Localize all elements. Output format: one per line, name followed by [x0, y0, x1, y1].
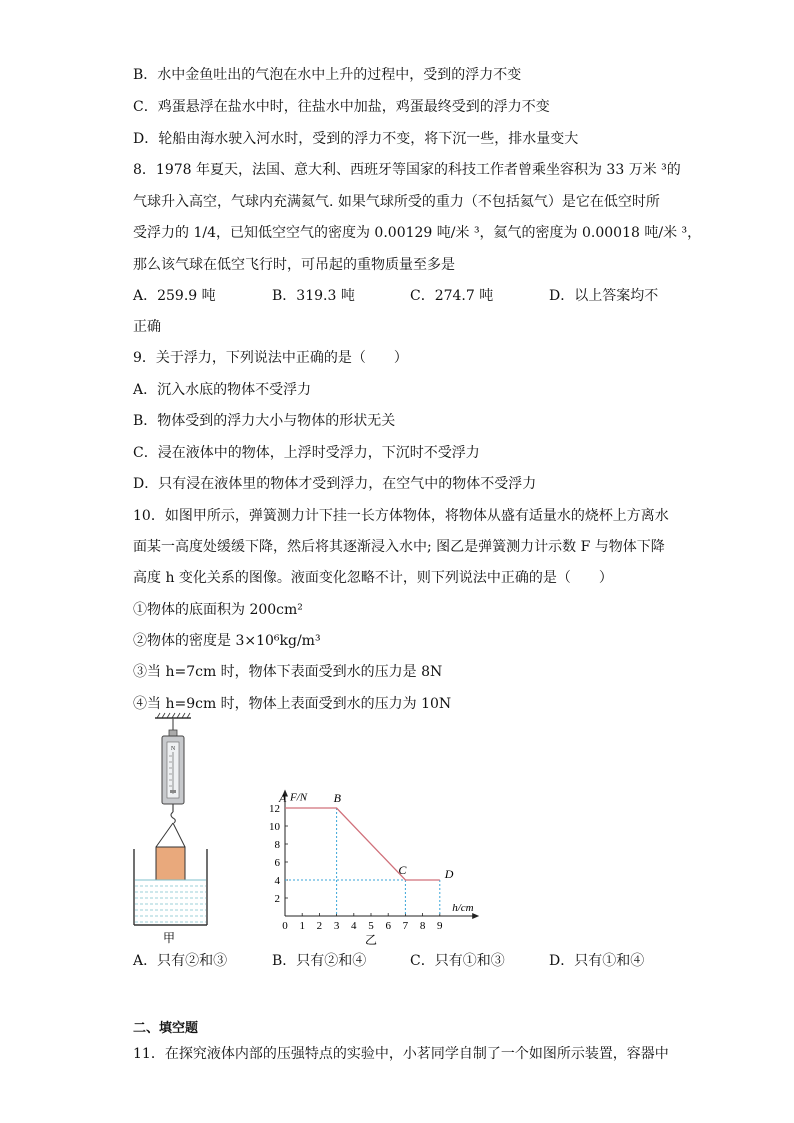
y-tick-label: 6: [274, 857, 280, 869]
figure-yi-label: 乙: [364, 933, 378, 945]
x-tick-label: 8: [419, 920, 426, 932]
y-axis-label: F/N: [290, 791, 308, 804]
section-heading-fill-in: 二、填空题: [133, 1021, 199, 1036]
q8-option-d: D．以上答案均不: [549, 288, 659, 304]
x-tick-label: 0: [282, 920, 288, 932]
cuboid-block: [156, 847, 185, 880]
x-axis-label: h/cm: [452, 902, 474, 914]
q10-stem-line1: 10．如图甲所示，弹簧测力计下挂一长方体物体，将物体从盛有适量水的烧杯上方离水: [133, 508, 669, 524]
point-label-C: C: [398, 863, 407, 877]
figure-jia-label: 甲: [162, 931, 176, 945]
svg-text:N: N: [170, 746, 176, 752]
q9-option-b: B．物体受到的浮力大小与物体的形状无关: [133, 413, 396, 429]
x-tick-label: 9: [437, 920, 443, 932]
q11-stem-line1: 11．在探究液体内部的压强特点的实验中，小茗同学自制了一个如图所示装置，容器中: [133, 1046, 669, 1062]
q10-option-a: A．只有②和③: [133, 953, 228, 969]
ceiling-support: [155, 713, 191, 736]
q9-option-d: D．只有浸在液体里的物体才受到浮力，在空气中的物体不受浮力: [133, 476, 537, 492]
point-label-A: A: [279, 791, 287, 805]
q8-options: [133, 286, 693, 306]
q8-stem-line1: 8．1978 年夏天，法国、意大利、西班牙等国家的科技工作者曾乘坐容积为 33 万米 ³的: [133, 162, 681, 178]
q10-options: [133, 951, 693, 971]
y-tick-label: 4: [274, 875, 280, 887]
q7-option-d: D．轮船由海水驶入河水时，受到的浮力不变，将下沉一些，排水量变大: [133, 131, 579, 147]
q8-option-d-wrap: 正确: [133, 319, 161, 335]
q10-option-b: B．只有②和④: [272, 953, 367, 969]
y-tick-label: 12: [269, 803, 280, 815]
figure-yi-chart: [255, 770, 495, 945]
x-tick-label: 5: [368, 920, 374, 932]
y-tick-label: 8: [274, 839, 280, 851]
q7-option-c: C．鸡蛋悬浮在盐水中时，往盐水中加盐，鸡蛋最终受到的浮力不变: [133, 99, 550, 115]
figure-jia: [125, 712, 235, 947]
q8-stem-line4: 那么该气球在低空飞行时，可吊起的重物质量至多是: [133, 257, 455, 273]
q9-option-a: A．沉入水底的物体不受浮力: [133, 382, 312, 398]
point-label-B: B: [333, 791, 341, 805]
q8-option-a: A．259.9 吨: [133, 288, 216, 304]
y-tick-label: 2: [274, 893, 280, 905]
chart-point-labels: [278, 791, 454, 881]
q9-stem: 9．关于浮力，下列说法中正确的是（ ）: [133, 350, 408, 366]
q9-option-c: C．浸在液体中的物体，上浮时受浮力，下沉时不受浮力: [133, 445, 480, 461]
q7-option-b: B．水中金鱼吐出的气泡在水中上升的过程中，受到的浮力不变: [133, 67, 522, 83]
water: [135, 880, 206, 922]
q10-statement-3: ③当 h=7cm 时，物体下表面受到水的压力是 8N: [133, 664, 443, 680]
q10-statement-4: ④当 h=9cm 时，物体上表面受到水的压力为 10N: [133, 696, 452, 712]
q10-option-d: D．只有①和④: [549, 953, 645, 969]
x-tick-label: 3: [333, 920, 340, 932]
x-tick-label: 6: [385, 920, 391, 932]
x-tick-label: 2: [316, 920, 323, 932]
chart-dashed-guides: [285, 808, 440, 916]
hanging-strings: [156, 823, 185, 847]
q10-stem-line2: 面某一高度处缓缓下降，然后将其逐渐浸入水中; 图乙是弹簧测力计示数 F 与物体下降: [133, 539, 665, 555]
q8-option-c: C．274.7 吨: [410, 288, 494, 304]
chart-ticks: [269, 803, 443, 932]
x-tick-label: 7: [402, 920, 409, 932]
chart-series: [285, 808, 440, 880]
y-tick-label: 10: [269, 821, 280, 833]
q10-statement-2: ②物体的密度是 3×10⁶kg/m³: [133, 633, 321, 649]
q10-stem-line3: 高度 h 变化关系的图像。液面变化忽略不计，则下列说法中正确的是（ ）: [133, 570, 613, 586]
point-label-D: D: [444, 867, 454, 881]
q8-option-b: B．319.3 吨: [272, 288, 355, 304]
x-tick-label: 4: [351, 920, 357, 932]
spring-balance: [162, 736, 184, 823]
q8-stem-line3: 受浮力的 1/4，已知低空空气的密度为 0.00129 吨/米 ³，氦气的密度为 0.00018 吨/米 ³，: [133, 225, 702, 241]
q10-option-c: C．只有①和③: [410, 953, 505, 969]
force-height-line: [285, 808, 440, 880]
q8-stem-line2: 气球升入高空，气球内充满氦气. 如果气球所受的重力（不包括氦气）是它在低空时所: [133, 194, 660, 210]
q10-statement-1: ①物体的底面积为 200cm²: [133, 602, 303, 618]
x-tick-label: 1: [299, 920, 305, 932]
